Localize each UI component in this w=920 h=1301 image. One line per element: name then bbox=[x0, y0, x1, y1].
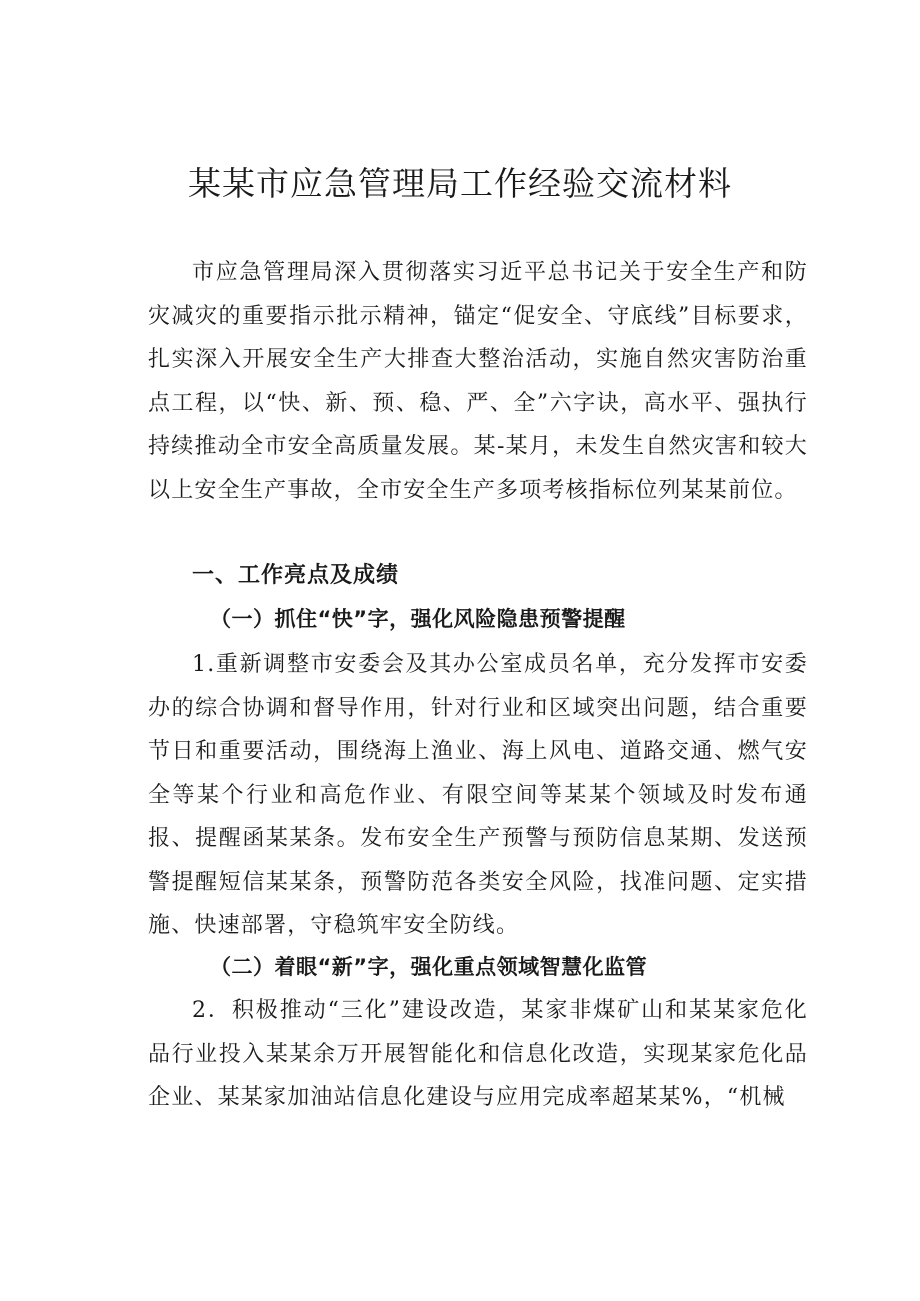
intro-paragraph: 市应急管理局深入贯彻落实习近平总书记关于安全生产和防灾减灾的重要指示批示精神，锚定“促安全、守底线”目标要求，扎实深入开展安全生产大排查大整治活动，实施自然灾害防治重点工程，以“快、新、预、稳、严、全”六字诀，高水平、强执行持续推动全市安全高质量发展。某-某月，未发生自然灾害和较大以上安全生产事故，全市安全生产多项考核指标位列某某前位。 bbox=[148, 260, 808, 503]
section-heading-1: 一、工作亮点及成绩 bbox=[192, 563, 400, 588]
item-paragraph-1: 1.重新调整市安委会及其办公室成员名单，充分发挥市安委办的综合协调和督导作用，针对行业和区域突出问题，结合重要节日和重要活动，围绕海上渔业、海上风电、道路交通、燃气安全等某个行业和高危作业、有限空间等某某个领域及时发布通报、提醒函某某条。发布安全生产预警与预防信息某期、发送预警提醒短信某某条，预警防范各类安全风险，找准问题、定实措施、快速部署，守稳筑牢安全防线。 bbox=[148, 652, 808, 938]
item-paragraph-2: 2．积极推动“三化”建设改造，某家非煤矿山和某某家危化品行业投入某某余万开展智能化和信息化改造，实现某家危化品企业、某某家加油站信息化建设与应用完成率超某某%，“机械 bbox=[148, 998, 808, 1110]
subsection-heading-2: （二）着眼“新”字，强化重点领域智慧化监管 bbox=[210, 955, 648, 979]
subsection-heading-1: （一）抓住“快”字，强化风险隐患预警提醒 bbox=[210, 607, 626, 631]
document-title: 某某市应急管理局工作经验交流材料 bbox=[188, 164, 732, 203]
